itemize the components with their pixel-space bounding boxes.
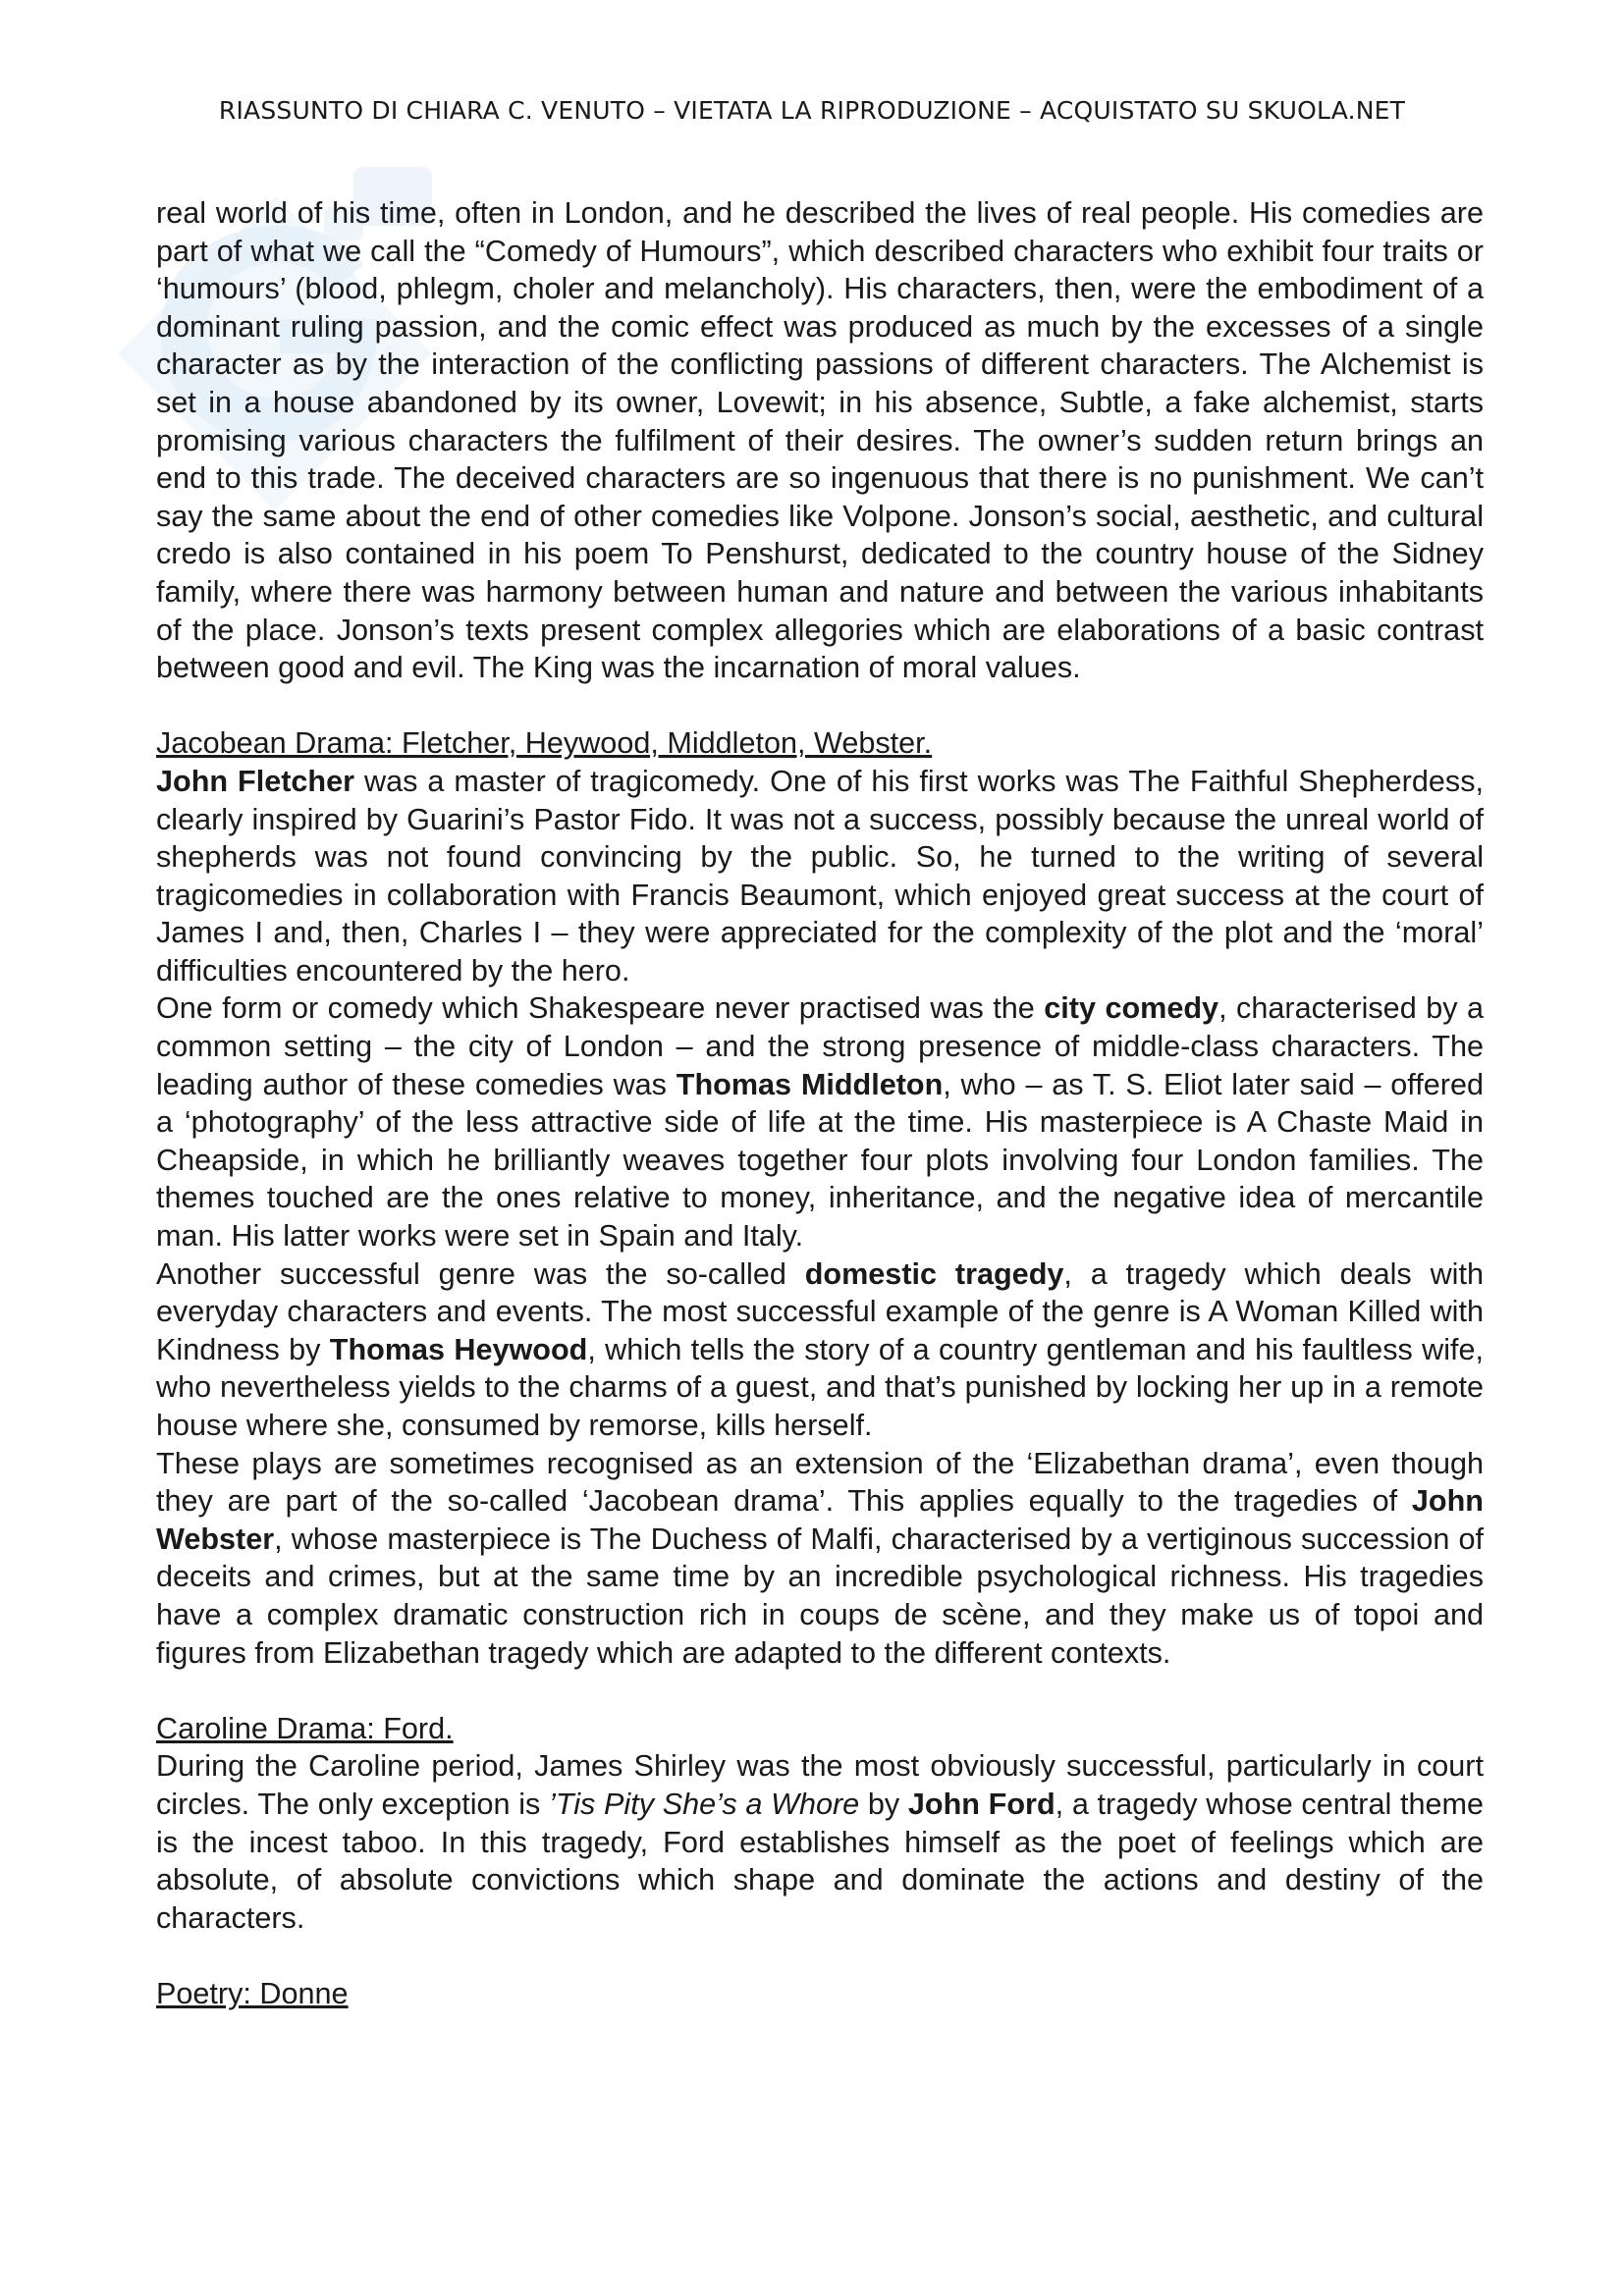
paragraph-text: One form or comedy which Shakespeare never practised was the	[156, 991, 1045, 1026]
poetry-heading: Poetry: Donne	[156, 1976, 349, 2010]
bold-term-domestic-tragedy: domestic tragedy	[804, 1256, 1064, 1291]
webster-paragraph	[156, 1445, 1484, 1673]
document-body	[156, 194, 1484, 2013]
caroline-drama-heading: Caroline Drama: Ford.	[156, 1711, 454, 1745]
paragraph-text: , characterised by a common setting – the city of London – and the strong presence of middle-class characters. The leading author of these comedies was	[156, 991, 1484, 1101]
bold-name-heywood: Thomas Heywood	[329, 1332, 588, 1366]
paragraph-text: These plays are sometimes recognised as an extension of the ‘Elizabethan drama’, even though they are part of the so-called ‘Jacobean drama’. This applies equally to the tragedies of	[156, 1446, 1484, 1519]
paragraph-text: , a tragedy whose central theme is the incest taboo. In this tragedy, Ford establishes himself as the poet of feelings which are absolute, of absolute convictions which shape and dominate the actions and destiny of the characters.	[156, 1787, 1484, 1935]
paragraph-text: During the Caroline period, James Shirley was the most obviously successful, particularly in court circles. The only exception is	[156, 1749, 1484, 1821]
city-comedy-paragraph	[156, 989, 1484, 1255]
paragraph-text: , which tells the story of a country gentleman and his faultless wife, who nevertheless yields to the charms of a guest, and that’s punished by locking her up in a remote house where she, consumed by remorse, kills herself.	[156, 1332, 1485, 1442]
bold-name-webster: John Webster	[156, 1484, 1484, 1556]
running-header: RIASSUNTO DI CHIARA C. VENUTO – VIETATA LA RIPRODUZIONE – ACQUISTATO SU SKUOLA.NET	[218, 96, 1406, 125]
paragraph-text: was a master of tragicomedy. One of his first works was The Faithful Shepherdess, clearly inspired by Guarini’s Pastor Fido. It was not a success, possibly because the unreal world of shepherds was not found convincing by the public. So, he turned to the writing of several tragicomedies in collaboration with Francis Beaumont, which enjoyed great success at the court of James I and, then, Charles I – they were appreciated for the complexity of the plot and the ‘moral’ difficulties encountered by the hero.	[156, 764, 1484, 988]
section-spacer	[156, 1672, 1484, 1710]
bold-name-middleton: Thomas Middleton	[676, 1067, 944, 1101]
bold-name-fletcher: John Fletcher	[156, 764, 355, 798]
italic-title-tis-pity: ’Tis Pity She’s a Whore	[549, 1787, 860, 1821]
paragraph-text: Another successful genre was the so-called	[156, 1256, 805, 1291]
jacobean-drama-heading: Jacobean Drama: Fletcher, Heywood, Middleton, Webster.	[156, 726, 933, 761]
bold-name-ford: John Ford	[907, 1787, 1056, 1821]
jonson-paragraph: real world of his time, often in London, and he described the lives of real people. His comedies are part of what we call the “Comedy of Humours”, which described characters who exhibit four traits or ‘humours’ (blood, phlegm, choler and melancholy). His characters, then, were the embodiment of a dominant ruling passion, and the comic effect was produced as much by the excesses of a single character as by the interaction of the conflicting passions of different characters. The Alchemist is set in a house abandoned by its owner, Lovewit; in his absence, Subtle, a fake alchemist, starts promising various characters the fulfilment of their desires. The owner’s sudden return brings an end to this trade. The deceived characters are so ingenuous that there is no punishment. We can’t say the same about the end of other comedies like Volpone. Jonson’s social, aesthetic, and cultural credo is also contained in his poem To Penshurst, dedicated to the country house of the Sidney family, where there was harmony between human and nature and between the various inhabitants of the place. Jonson’s texts present complex allegories which are elaborations of a basic contrast between good and evil. The King was the incarnation of moral values.	[156, 196, 1484, 685]
fletcher-paragraph	[156, 763, 1484, 990]
paragraph-text: , whose masterpiece is The Duchess of Malfi, characterised by a vertiginous succession of deceits and crimes, but at the same time by an incredible psychological richness. His tragedies have a complex dramatic construction rich in coups de scène, and they make us of topoi and figures from Elizabethan tragedy which are adapted to the different contexts.	[156, 1522, 1484, 1670]
paragraph-text: by	[859, 1787, 908, 1821]
paragraph-text: , a tragedy which deals with everyday characters and events. The most successful example of the genre is A Woman Killed with Kindness by	[156, 1256, 1484, 1366]
section-spacer	[156, 1937, 1484, 1975]
bold-term-city-comedy: city comedy	[1044, 991, 1219, 1026]
domestic-tragedy-paragraph	[156, 1255, 1484, 1445]
paragraph-text: , who – as T. S. Eliot later said – offered a ‘photography’ of the less attractive side of life at the time. His masterpiece is A Chaste Maid in Cheapside, in which he brilliantly weaves together four plots involving four London families. The themes touched are the ones relative to money, inheritance, and the negative idea of mercantile man. His latter works were set in Spain and Italy.	[156, 1067, 1484, 1254]
section-spacer	[156, 687, 1484, 725]
ford-paragraph	[156, 1747, 1484, 1937]
